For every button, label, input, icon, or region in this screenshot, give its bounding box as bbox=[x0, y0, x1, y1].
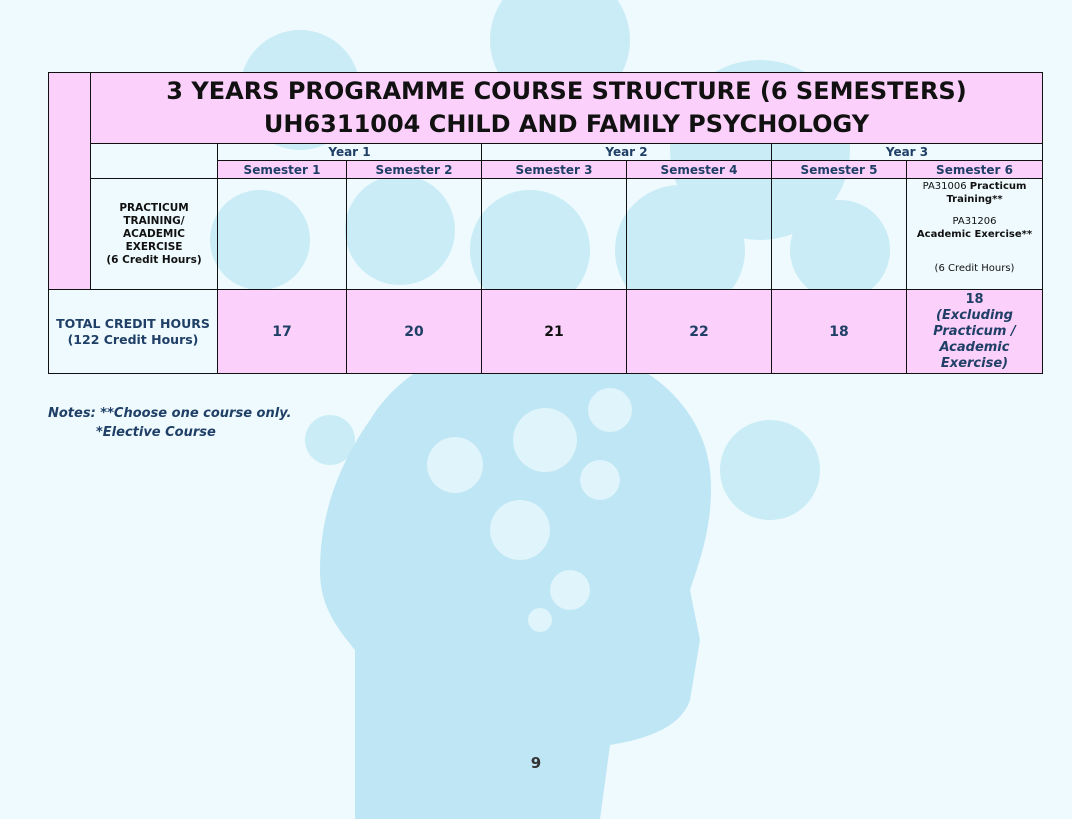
total-semester-6 bbox=[907, 290, 1043, 374]
course-code: PA31006 bbox=[922, 181, 967, 192]
practicum-label-line: ACADEMIC bbox=[123, 227, 185, 240]
semester-header: Semester 5 bbox=[772, 161, 907, 179]
total-label-line: TOTAL CREDIT HOURS bbox=[56, 315, 210, 331]
total-note-line: Practicum / bbox=[933, 323, 1016, 339]
page-number: 9 bbox=[530, 754, 542, 772]
semester-5-cell bbox=[772, 179, 907, 290]
notes-line-2: *Elective Course bbox=[96, 425, 216, 440]
practicum-label-line: EXERCISE bbox=[125, 240, 183, 253]
side-pink-cell bbox=[49, 73, 91, 290]
semester-header: Semester 3 bbox=[482, 161, 627, 179]
semester-3-cell bbox=[482, 179, 627, 290]
course-code: PA31206 bbox=[952, 216, 997, 227]
total-note-line: (Excluding bbox=[936, 307, 1013, 323]
table-title bbox=[91, 73, 1043, 144]
total-note-line: Academic bbox=[939, 339, 1010, 355]
semester-header: Semester 2 bbox=[347, 161, 482, 179]
header-blank-cell bbox=[91, 144, 218, 179]
year-header: Year 3 bbox=[772, 144, 1043, 161]
semester-6-practicum-cell bbox=[907, 179, 1043, 290]
total-semester-2: 20 bbox=[347, 290, 482, 374]
total-note-line: Exercise) bbox=[940, 355, 1009, 371]
semester-4-cell bbox=[627, 179, 772, 290]
title-line-2: UH6311004 CHILD AND FAMILY PSYCHOLOGY bbox=[263, 110, 870, 138]
total-label-line: (122 Credit Hours) bbox=[67, 331, 199, 347]
practicum-course bbox=[907, 181, 1042, 194]
year-header: Year 1 bbox=[218, 144, 482, 161]
total-semester-6-value: 18 bbox=[965, 291, 984, 307]
semester-header: Semester 1 bbox=[218, 161, 347, 179]
total-semester-3: 21 bbox=[482, 290, 627, 374]
practicum-label-line: PRACTICUM bbox=[119, 201, 189, 214]
course-name-cont: Training** bbox=[946, 193, 1003, 205]
total-semester-4: 22 bbox=[627, 290, 772, 374]
practicum-label-line: TRAINING/ bbox=[123, 214, 185, 227]
course-name: Practicum bbox=[969, 181, 1027, 192]
course-structure-table bbox=[48, 72, 1043, 374]
practicum-label bbox=[91, 179, 218, 290]
total-credit-label bbox=[49, 290, 218, 374]
semester-header: Semester 6 bbox=[907, 161, 1043, 179]
credit-hours: (6 Credit Hours) bbox=[934, 263, 1015, 274]
practicum-label-line: (6 Credit Hours) bbox=[106, 253, 202, 266]
notes-line-1: Notes: **Choose one course only. bbox=[48, 406, 292, 421]
notes bbox=[48, 404, 291, 442]
total-semester-5: 18 bbox=[772, 290, 907, 374]
title-line-1: 3 YEARS PROGRAMME COURSE STRUCTURE (6 SEMESTERS) bbox=[166, 77, 967, 105]
semester-header: Semester 4 bbox=[627, 161, 772, 179]
year-header: Year 2 bbox=[482, 144, 772, 161]
total-semester-1: 17 bbox=[218, 290, 347, 374]
semester-2-cell bbox=[347, 179, 482, 290]
course-name: Academic Exercise** bbox=[916, 228, 1033, 240]
semester-1-cell bbox=[218, 179, 347, 290]
